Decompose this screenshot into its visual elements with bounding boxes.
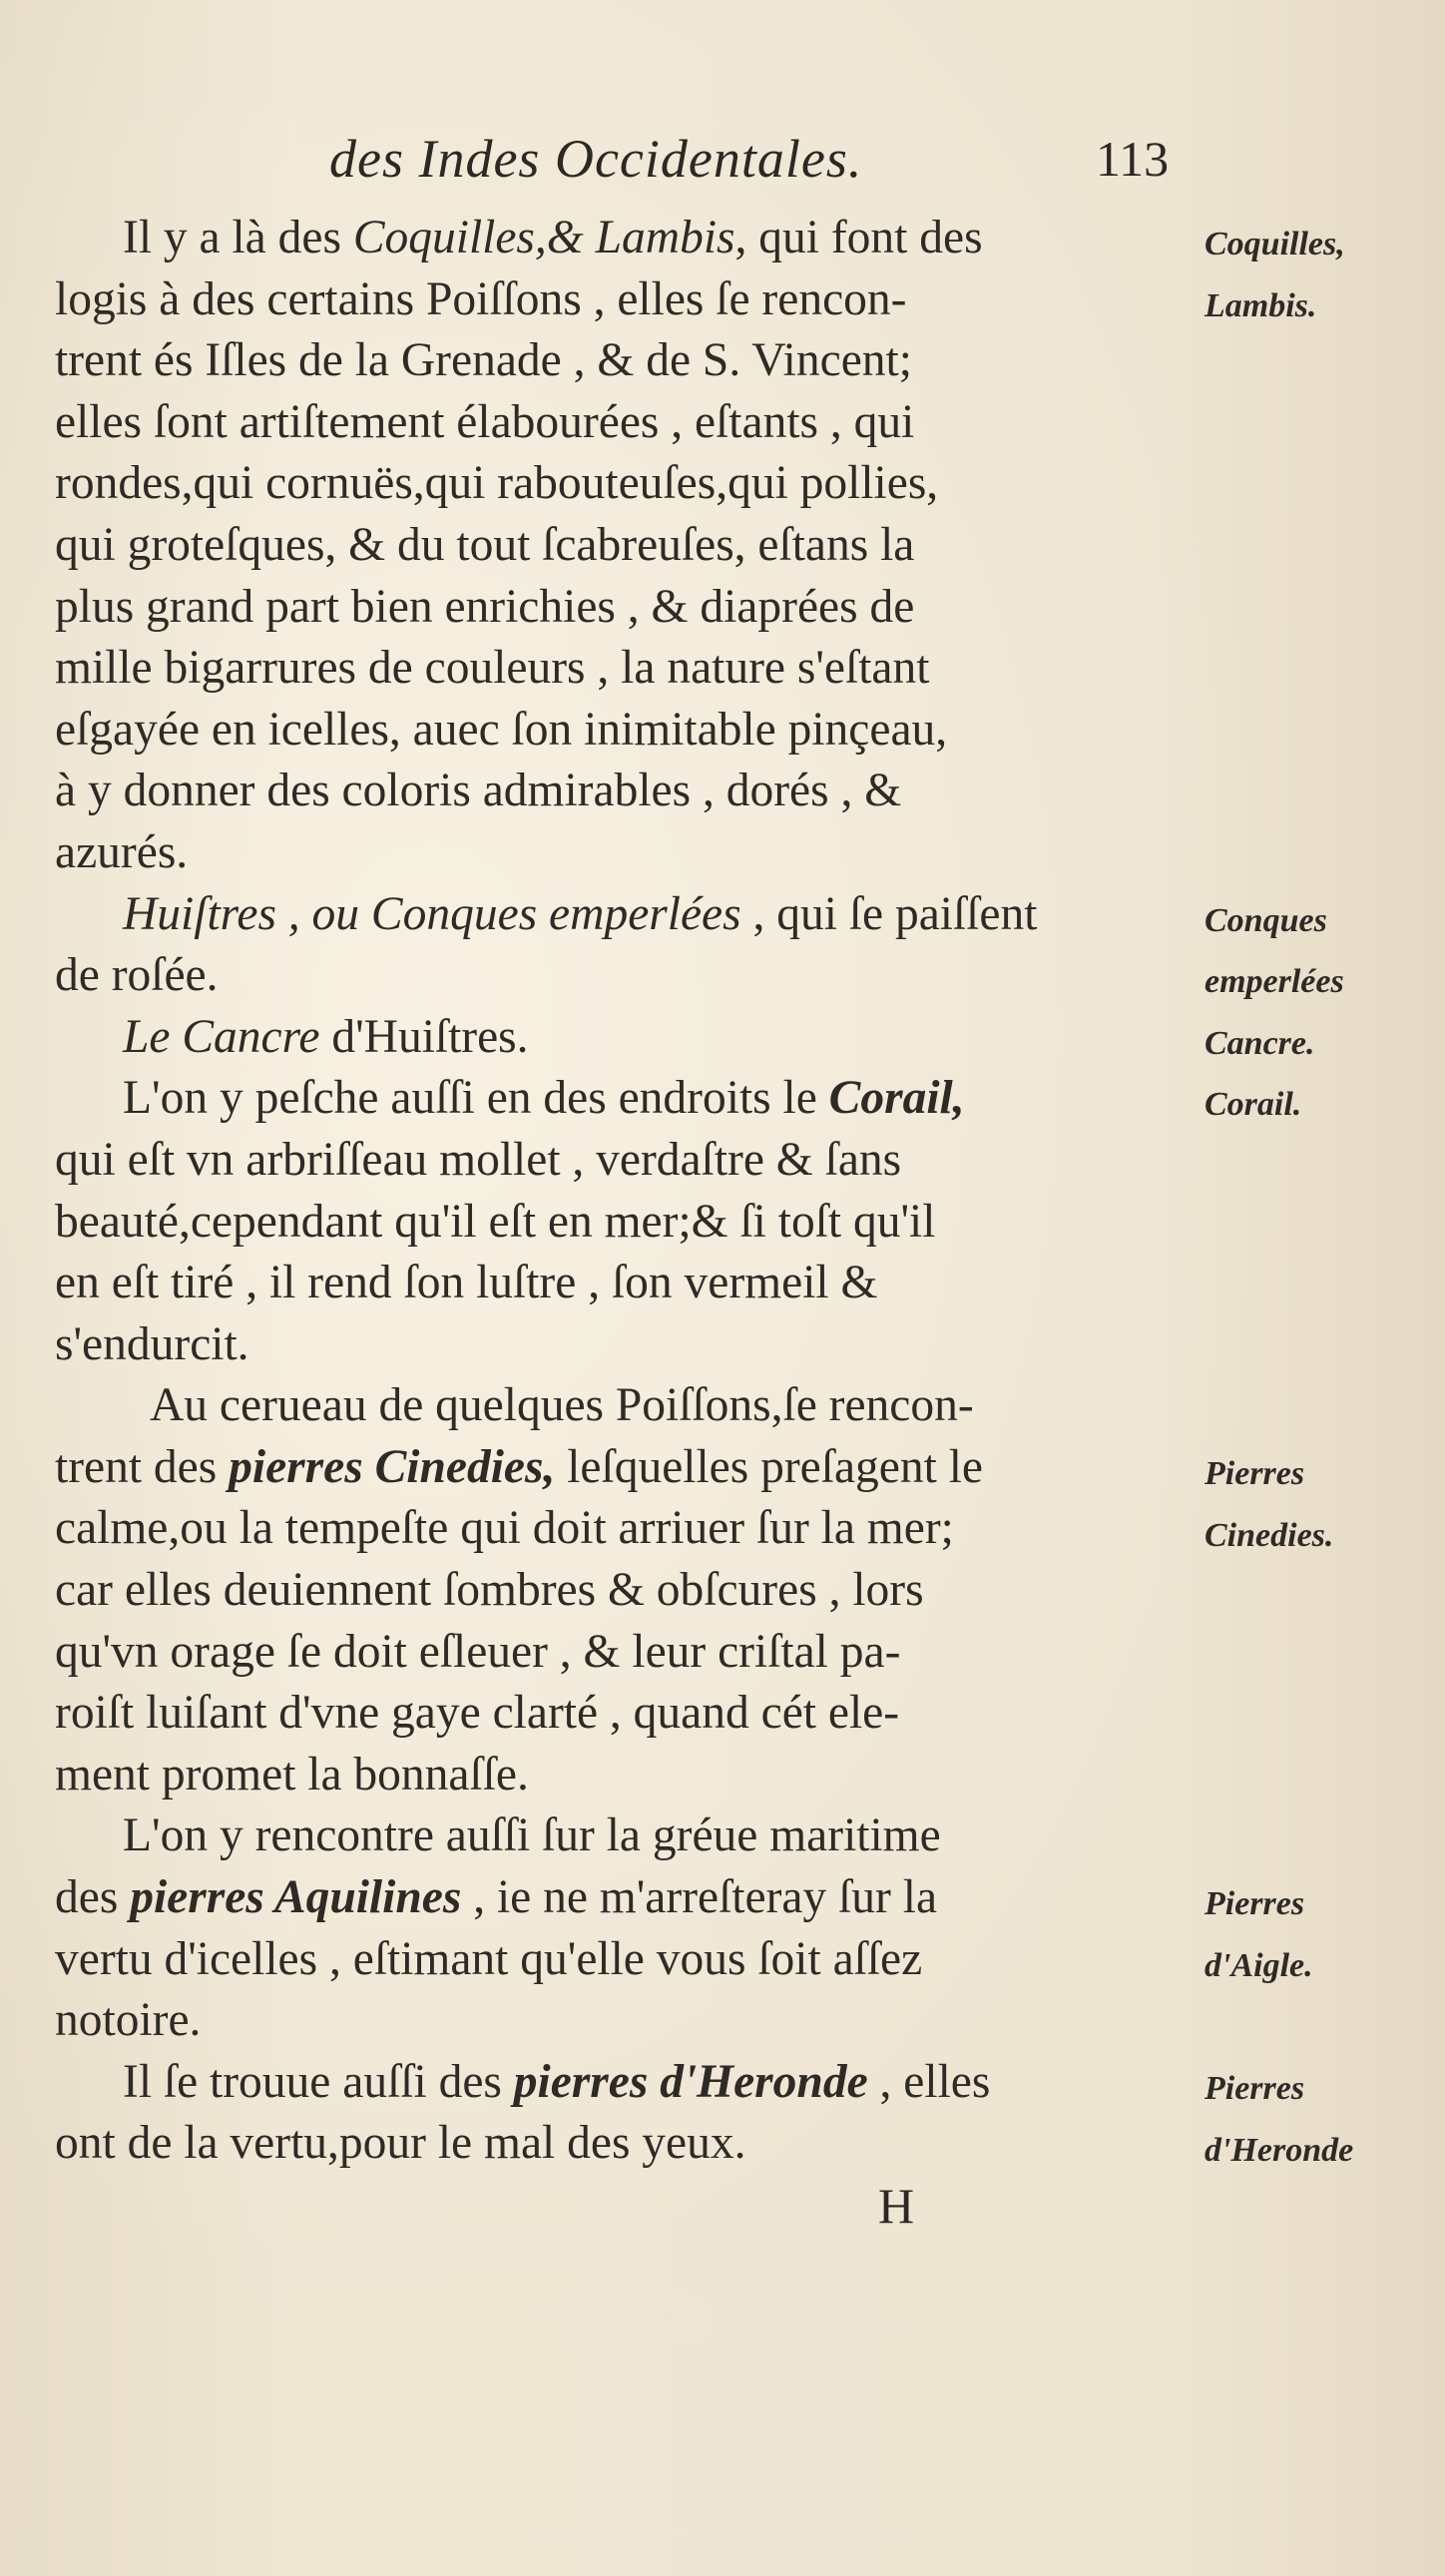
text-segment: azurés. xyxy=(55,825,189,878)
text-segment: à y donner des coloris admirables , dorés , & xyxy=(55,765,902,817)
text-line xyxy=(55,1498,1178,1560)
text-line xyxy=(55,1683,1178,1745)
margin-note: Coquilles, xyxy=(1204,226,1345,262)
text-line xyxy=(55,1068,1178,1130)
margin-note: Lambis. xyxy=(1204,286,1317,324)
emphasized-term: Corail, xyxy=(828,1072,965,1125)
text-segment: Il ſe trouue auſſi des xyxy=(123,2055,514,2108)
text-segment: notoire. xyxy=(55,1994,202,2047)
emphasized-term: pierres Cinedies, xyxy=(229,1440,556,1493)
text-segment: en eſt tiré , il rend ſon luſtre , ſon vermeil & xyxy=(55,1257,878,1309)
text-line xyxy=(55,330,1178,392)
text-line xyxy=(55,1130,1178,1192)
margin-note: Pierres xyxy=(1204,2070,1305,2107)
text-segment: qui eſt vn arbriſſeau mollet , verdaſtre & ſans xyxy=(55,1133,902,1186)
emphasized-term: Le Cancre xyxy=(123,1010,320,1063)
text-segment: Au cerueau de quelques Poiſſons,ſe rencon- xyxy=(150,1379,974,1432)
emphasized-term: pierres Aquilines xyxy=(130,1871,462,1924)
text-line xyxy=(55,1622,1178,1684)
text-segment: ont de la vertu,pour le mal des yeux. xyxy=(55,2117,746,2170)
text-line xyxy=(55,945,1178,1007)
text-segment: trent des xyxy=(55,1440,230,1493)
text-line xyxy=(55,1253,1178,1314)
text-line xyxy=(55,577,1178,639)
text-line xyxy=(55,1375,1178,1437)
text-line xyxy=(55,1560,1178,1622)
text-line xyxy=(55,1867,1178,1929)
running-title: des Indes Occidentales. xyxy=(329,129,863,189)
text-segment: ment promet la bonnaſſe. xyxy=(55,1748,529,1801)
text-line xyxy=(55,1314,1178,1376)
text-line xyxy=(55,2052,1178,2114)
text-line xyxy=(55,700,1178,762)
signature-mark: H xyxy=(878,2178,915,2235)
main-text-block xyxy=(55,208,1178,2175)
text-line xyxy=(55,638,1178,700)
emphasized-term: pierres d'Heronde xyxy=(513,2055,868,2108)
text-line xyxy=(55,392,1178,454)
text-segment: car elles deuiennent ſombres & obſcures , lors xyxy=(55,1564,924,1617)
text-line xyxy=(55,1929,1178,1991)
emphasized-term: Huiſtres , ou Conques emperlées xyxy=(123,887,741,940)
text-line xyxy=(55,2113,1178,2175)
text-line xyxy=(55,515,1178,577)
text-segment: vertu d'icelles , eſtimant qu'elle vous ſoit aſſez xyxy=(55,1932,923,1985)
emphasized-term: Coquilles,& Lambis xyxy=(352,212,735,263)
text-line xyxy=(55,1192,1178,1254)
margin-note: Conques xyxy=(1204,901,1327,939)
margin-note: emperlées xyxy=(1204,963,1344,1001)
margin-note: Pierres xyxy=(1204,1455,1305,1492)
text-segment: rondes,qui cornuës,qui rabouteuſes,qui pollies, xyxy=(55,457,939,510)
text-segment: d'Huiſtres. xyxy=(319,1010,529,1063)
text-segment: elles ſont artiſtement élabourées , eſtants , qui xyxy=(55,395,915,448)
text-line xyxy=(55,761,1178,822)
text-segment: beauté,cependant qu'il eſt en mer;& ſi toſt qu'il xyxy=(55,1195,936,1248)
text-segment: des xyxy=(55,1871,131,1924)
text-segment: , ie ne m'arreſteray ſur la xyxy=(461,1871,938,1924)
text-line xyxy=(55,1805,1178,1867)
text-line xyxy=(55,1437,1178,1499)
text-line xyxy=(55,269,1178,331)
margin-note: Cancre. xyxy=(1204,1024,1315,1062)
text-segment: calme,ou la tempeſte qui doit arriuer ſur la mer; xyxy=(55,1502,954,1555)
text-segment: , qui font des xyxy=(734,212,983,263)
text-segment: qu'vn orage ſe doit eſleuer , & leur criſtal pa- xyxy=(55,1625,901,1678)
text-line xyxy=(55,822,1178,884)
text-segment: , qui ſe paiſſent xyxy=(740,887,1038,940)
text-line xyxy=(55,1007,1178,1069)
text-segment: mille bigarrures de couleurs , la nature s'eſtant xyxy=(55,642,930,695)
text-segment: logis à des certains Poiſſons , elles ſe rencon- xyxy=(55,272,907,325)
text-line xyxy=(55,453,1178,515)
margin-note: Pierres xyxy=(1204,1885,1305,1923)
text-segment: plus grand part bien enrichies , & diaprées de xyxy=(55,580,915,633)
margin-note: d'Heronde xyxy=(1204,2131,1354,2169)
text-line xyxy=(55,884,1178,946)
text-line xyxy=(55,1745,1178,1806)
text-segment: Il y a là des xyxy=(123,212,353,263)
page-number: 113 xyxy=(1096,131,1170,187)
text-segment: roiſt luiſant d'vne gaye clarté , quand cét ele- xyxy=(55,1687,900,1740)
text-segment: trent és Iſles de la Grenade , & de S. Vincent; xyxy=(55,334,912,387)
text-segment: de roſée. xyxy=(55,949,219,1002)
margin-note: Corail. xyxy=(1204,1086,1302,1124)
text-segment: , elles xyxy=(867,2055,991,2108)
text-segment: L'on y rencontre auſſi ſur la gréue maritime xyxy=(123,1809,941,1862)
text-line xyxy=(55,208,1178,269)
text-segment: qui groteſques, & du tout ſcabreuſes, eſtans la xyxy=(55,518,915,571)
text-segment: leſquelles preſagent le xyxy=(555,1440,983,1493)
text-line xyxy=(55,1990,1178,2052)
text-segment: L'on y peſche auſſi en des endroits le xyxy=(123,1072,829,1125)
text-segment: s'endurcit. xyxy=(55,1317,249,1370)
margin-note: d'Aigle. xyxy=(1204,1946,1313,1984)
text-segment: eſgayée en icelles, auec ſon inimitable pinçeau, xyxy=(55,703,948,756)
margin-note: Cinedies. xyxy=(1204,1516,1334,1554)
